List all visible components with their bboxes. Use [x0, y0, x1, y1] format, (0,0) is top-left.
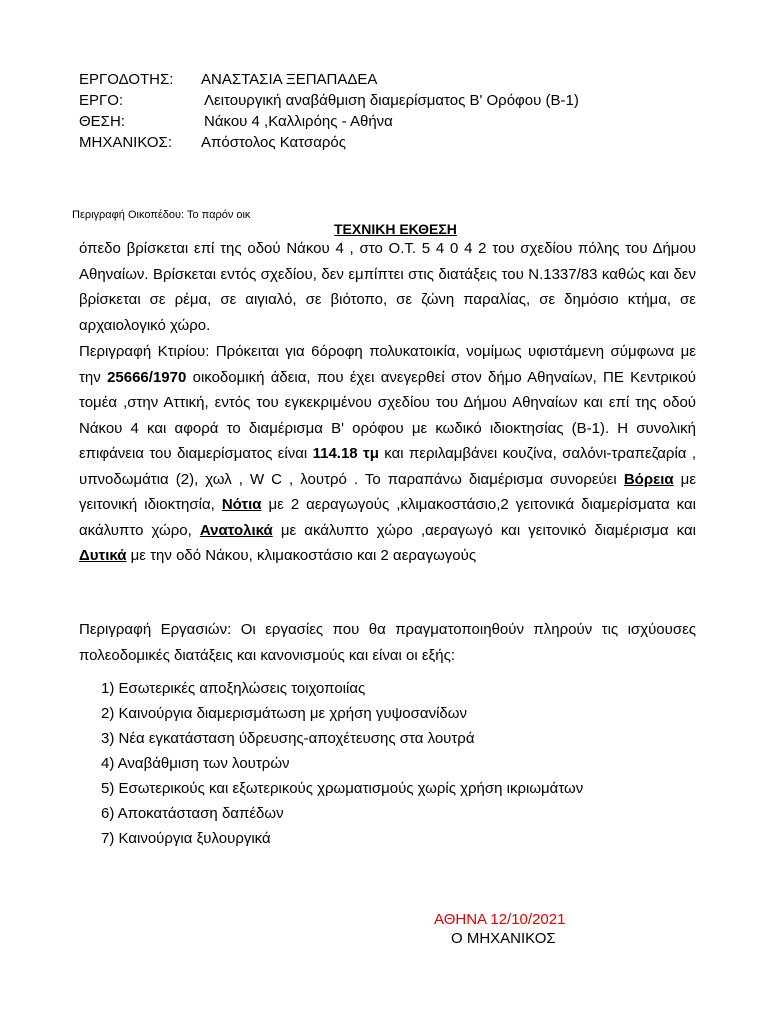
list-item: 1) Εσωτερικές αποξηλώσεις τοιχοποιίας [101, 680, 366, 697]
list-item: 4) Αναβάθμιση των λουτρών [101, 755, 290, 772]
building-paragraph [79, 339, 696, 569]
east-direction: Ανατολικά [199, 521, 273, 539]
list-item: 5) Εσωτερικούς και εξωτερικούς χρωματισμούς χωρίς χρήση ικριωμάτων [101, 780, 584, 797]
list-item: 2) Καινούργια διαμερισμάτωση με χρήση γυψοσανίδων [101, 705, 467, 722]
employer-label: ΕΡΓΟΔΟΤΗΣ: [79, 71, 174, 88]
building-text-3: και περιλαμβάνει κουζίνα, σαλόνι-τραπεζαρία , υπνοδωμάτια (2), χωλ , W C , λουτρό . Το παραπάνω διαμέρισμα συνορεύει [79, 445, 696, 488]
building-text-5: με 2 αεραγωγούς ,κλιμακοστάσιο,2 γειτονικά διαμερίσματα και ακάλυπτο χώρο, [79, 496, 696, 539]
plot-description-intro: Περιγραφή Οικοπέδου: Το παρόν οικ [72, 209, 251, 221]
building-text-7: με την οδό Νάκου, κλιμακοστάσιο και 2 αεραγωγούς [126, 547, 477, 564]
location-value: Νάκου 4 ,Καλλιρόης - Αθήνα [204, 113, 393, 130]
permit-number: 25666/1970 [107, 368, 187, 386]
engineer-value: Απόστολος Κατσαρός [201, 134, 346, 151]
project-value: Λειτουργική αναβάθμιση διαμερίσματος Β' Ορόφου (Β-1) [204, 92, 579, 109]
employer-value: ΑΝΑΣΤΑΣΙΑ ΞΕΠΑΠΑΔΕΑ [201, 71, 378, 88]
project-label: ΕΡΓΟ: [79, 92, 124, 109]
west-direction: Δυτικά [79, 547, 127, 564]
works-list [101, 676, 583, 851]
document-title: ΤΕΧΝΙΚΗ ΕΚΘΕΣΗ [334, 221, 457, 237]
building-text-1: Περιγραφή Κτιρίου: Πρόκειται για 6όροφη πολυκατοικία, νομίμως υφιστάμενη σύμφωνα με την [79, 343, 696, 386]
works-intro-paragraph: Περιγραφή Εργασιών: Οι εργασίες που θα πραγματοποιηθούν πληρούν τις ισχύουσες πολεοδομικές διατάξεις και κανονισμούς και είναι οι εξής: [79, 621, 696, 664]
total-area: 114.18 τμ [312, 445, 379, 462]
list-item: 3) Νέα εγκατάσταση ύδρευσης-αποχέτευσης στα λουτρά [101, 730, 475, 747]
signature-role: Ο ΜΗΧΑΝΙΚΟΣ [451, 930, 556, 947]
engineer-label: ΜΗΧΑΝΙΚΟΣ: [79, 134, 172, 151]
building-text-4: με γειτονική ιδιοκτησία, [79, 470, 697, 513]
list-item: 6) Αποκατάσταση δαπέδων [101, 805, 284, 822]
location-label: ΘΕΣΗ: [79, 113, 125, 130]
building-text-6: με ακάλυπτο χώρο ,αεραγωγό και γειτονικό διαμέρισμα και [272, 521, 696, 539]
south-direction: Νότια [221, 496, 262, 513]
signature-date: ΑΘΗΝΑ 12/10/2021 [434, 911, 566, 928]
list-item: 7) Καινούργια ξυλουργικά [101, 830, 271, 847]
building-text-2: οικοδομική άδεια, που έχει ανεγερθεί στον δήμο Αθηναίων, ΠΕ Κεντρικού τομέα ,στην Αττική, εντός του εγκεκριμένου σχεδίου του Δήμου Αθηναίων και επί της οδού Νάκου 4 και αφορά το διαμέρισμα Β' ορόφου με κωδικό ιδιοκτησίας (Β-1). Η συνολική επιφάνεια του διαμερίσματος είναι [79, 368, 696, 462]
north-direction: Βόρεια [623, 470, 674, 488]
plot-paragraph: όπεδο βρίσκεται επί της οδού Νάκου 4 , στο Ο.Τ. 5 4 0 4 2 του σχεδίου πόλης του Δήμου Αθηναίων. Βρίσκεται εντός σχεδίου, δεν εμπίπτει στις διατάξεις του Ν.1337/83 καθώς και δεν βρίσκεται σε ρέμα, σε αιγιαλό, σε βιότοπο, σε ζώνη παραλίας, σε δημόσιο κτήμα, σε αρχαιολογικό χώρο. [79, 240, 696, 334]
